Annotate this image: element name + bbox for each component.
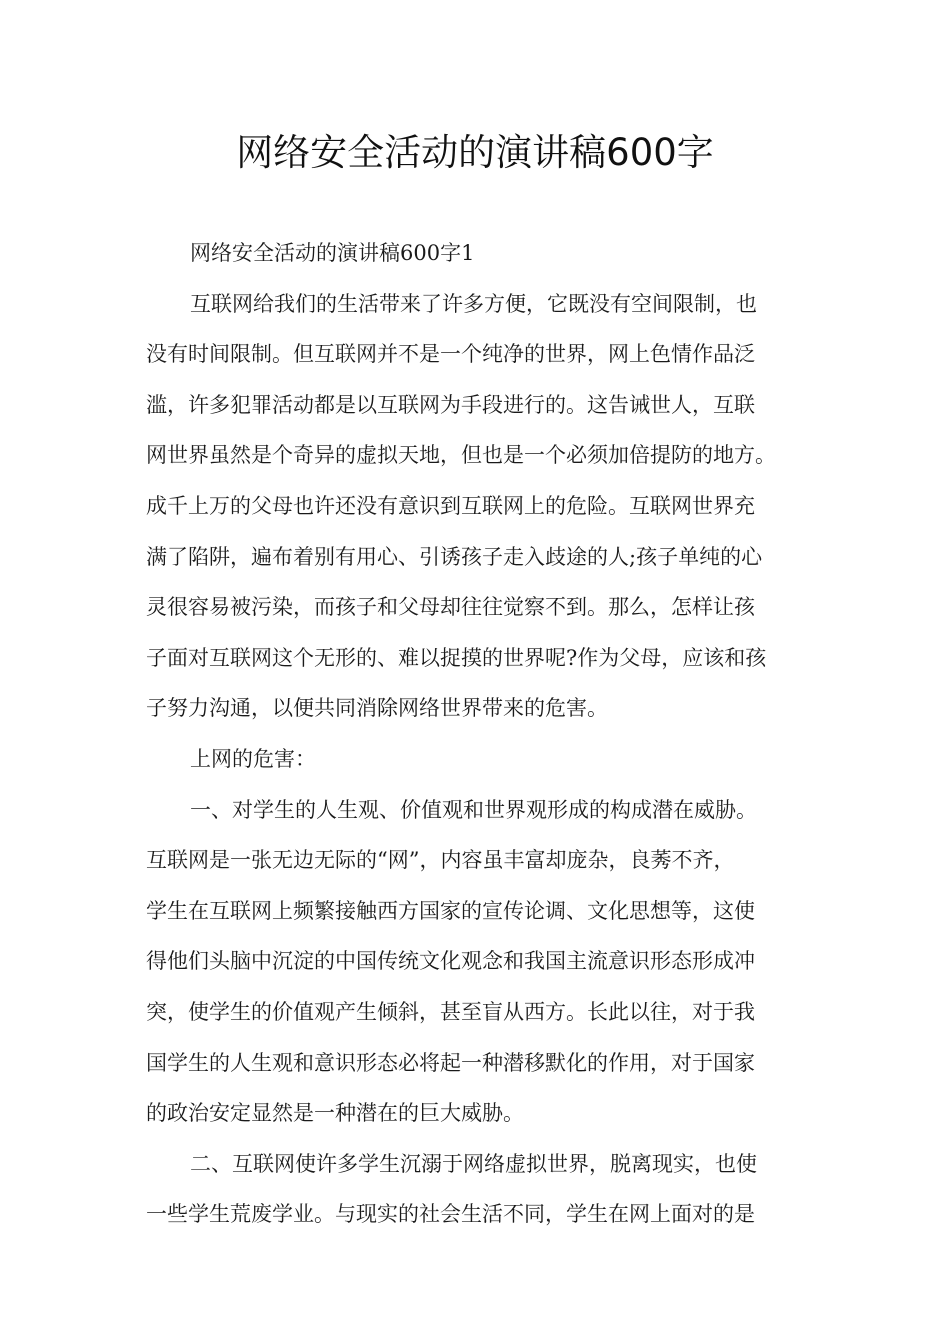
text-line: 一些学生荒废学业。与现实的社会生活不同，学生在网上面对的是 (146, 1202, 755, 1227)
text-line: 互联网给我们的生活带来了许多方便，它既没有空间限制，也 (190, 291, 757, 316)
text-line: 互联网是一张无边无际的“网”，内容虽丰富却庞杂，良莠不齐， (146, 848, 735, 873)
text-line: 一、对学生的人生观、价值观和世界观形成的构成潜在威胁。 (190, 797, 757, 822)
text-line: 的政治安定显然是一种潜在的巨大威胁。 (146, 1101, 524, 1126)
text-line: 滥，许多犯罪活动都是以互联网为手段进行的。这告诫世人，互联 (146, 392, 755, 417)
text-line: 没有时间限制。但互联网并不是一个纯净的世界，网上色情作品泛 (146, 342, 755, 367)
text-line: 得他们头脑中沉淀的中国传统文化观念和我国主流意识形态形成冲 (146, 949, 755, 974)
text-line: 满了陷阱，遍布着别有用心、引诱孩子走入歧途的人;孩子单纯的心 (146, 544, 763, 569)
text-line: 突，使学生的价值观产生倾斜，甚至盲从西方。长此以往，对于我 (146, 999, 755, 1024)
text-line: 国学生的人生观和意识形态必将起一种潜移默化的作用，对于国家 (146, 1050, 755, 1075)
text-line: 学生在互联网上频繁接触西方国家的宣传论调、文化思想等，这使 (146, 898, 755, 923)
text-line: 成千上万的父母也许还没有意识到互联网上的危险。互联网世界充 (146, 493, 755, 518)
text-line: 网络安全活动的演讲稿600字1 (190, 241, 475, 265)
document-title: 网络安全活动的演讲稿600字 (236, 131, 714, 174)
document-body (146, 228, 810, 1240)
text-line: 子努力沟通，以便共同消除网络世界带来的危害。 (146, 696, 608, 721)
text-line: 上网的危害： (190, 746, 316, 771)
text-line: 网世界虽然是个奇异的虚拟天地，但也是一个必须加倍提防的地方。 (146, 443, 776, 468)
text-line: 二、互联网使许多学生沉溺于网络虚拟世界，脱离现实，也使 (190, 1151, 757, 1176)
text-line: 子面对互联网这个无形的、难以捉摸的世界呢?作为父母，应该和孩 (146, 645, 767, 670)
text-line: 灵很容易被污染，而孩子和父母却往往觉察不到。那么，怎样让孩 (146, 595, 755, 620)
